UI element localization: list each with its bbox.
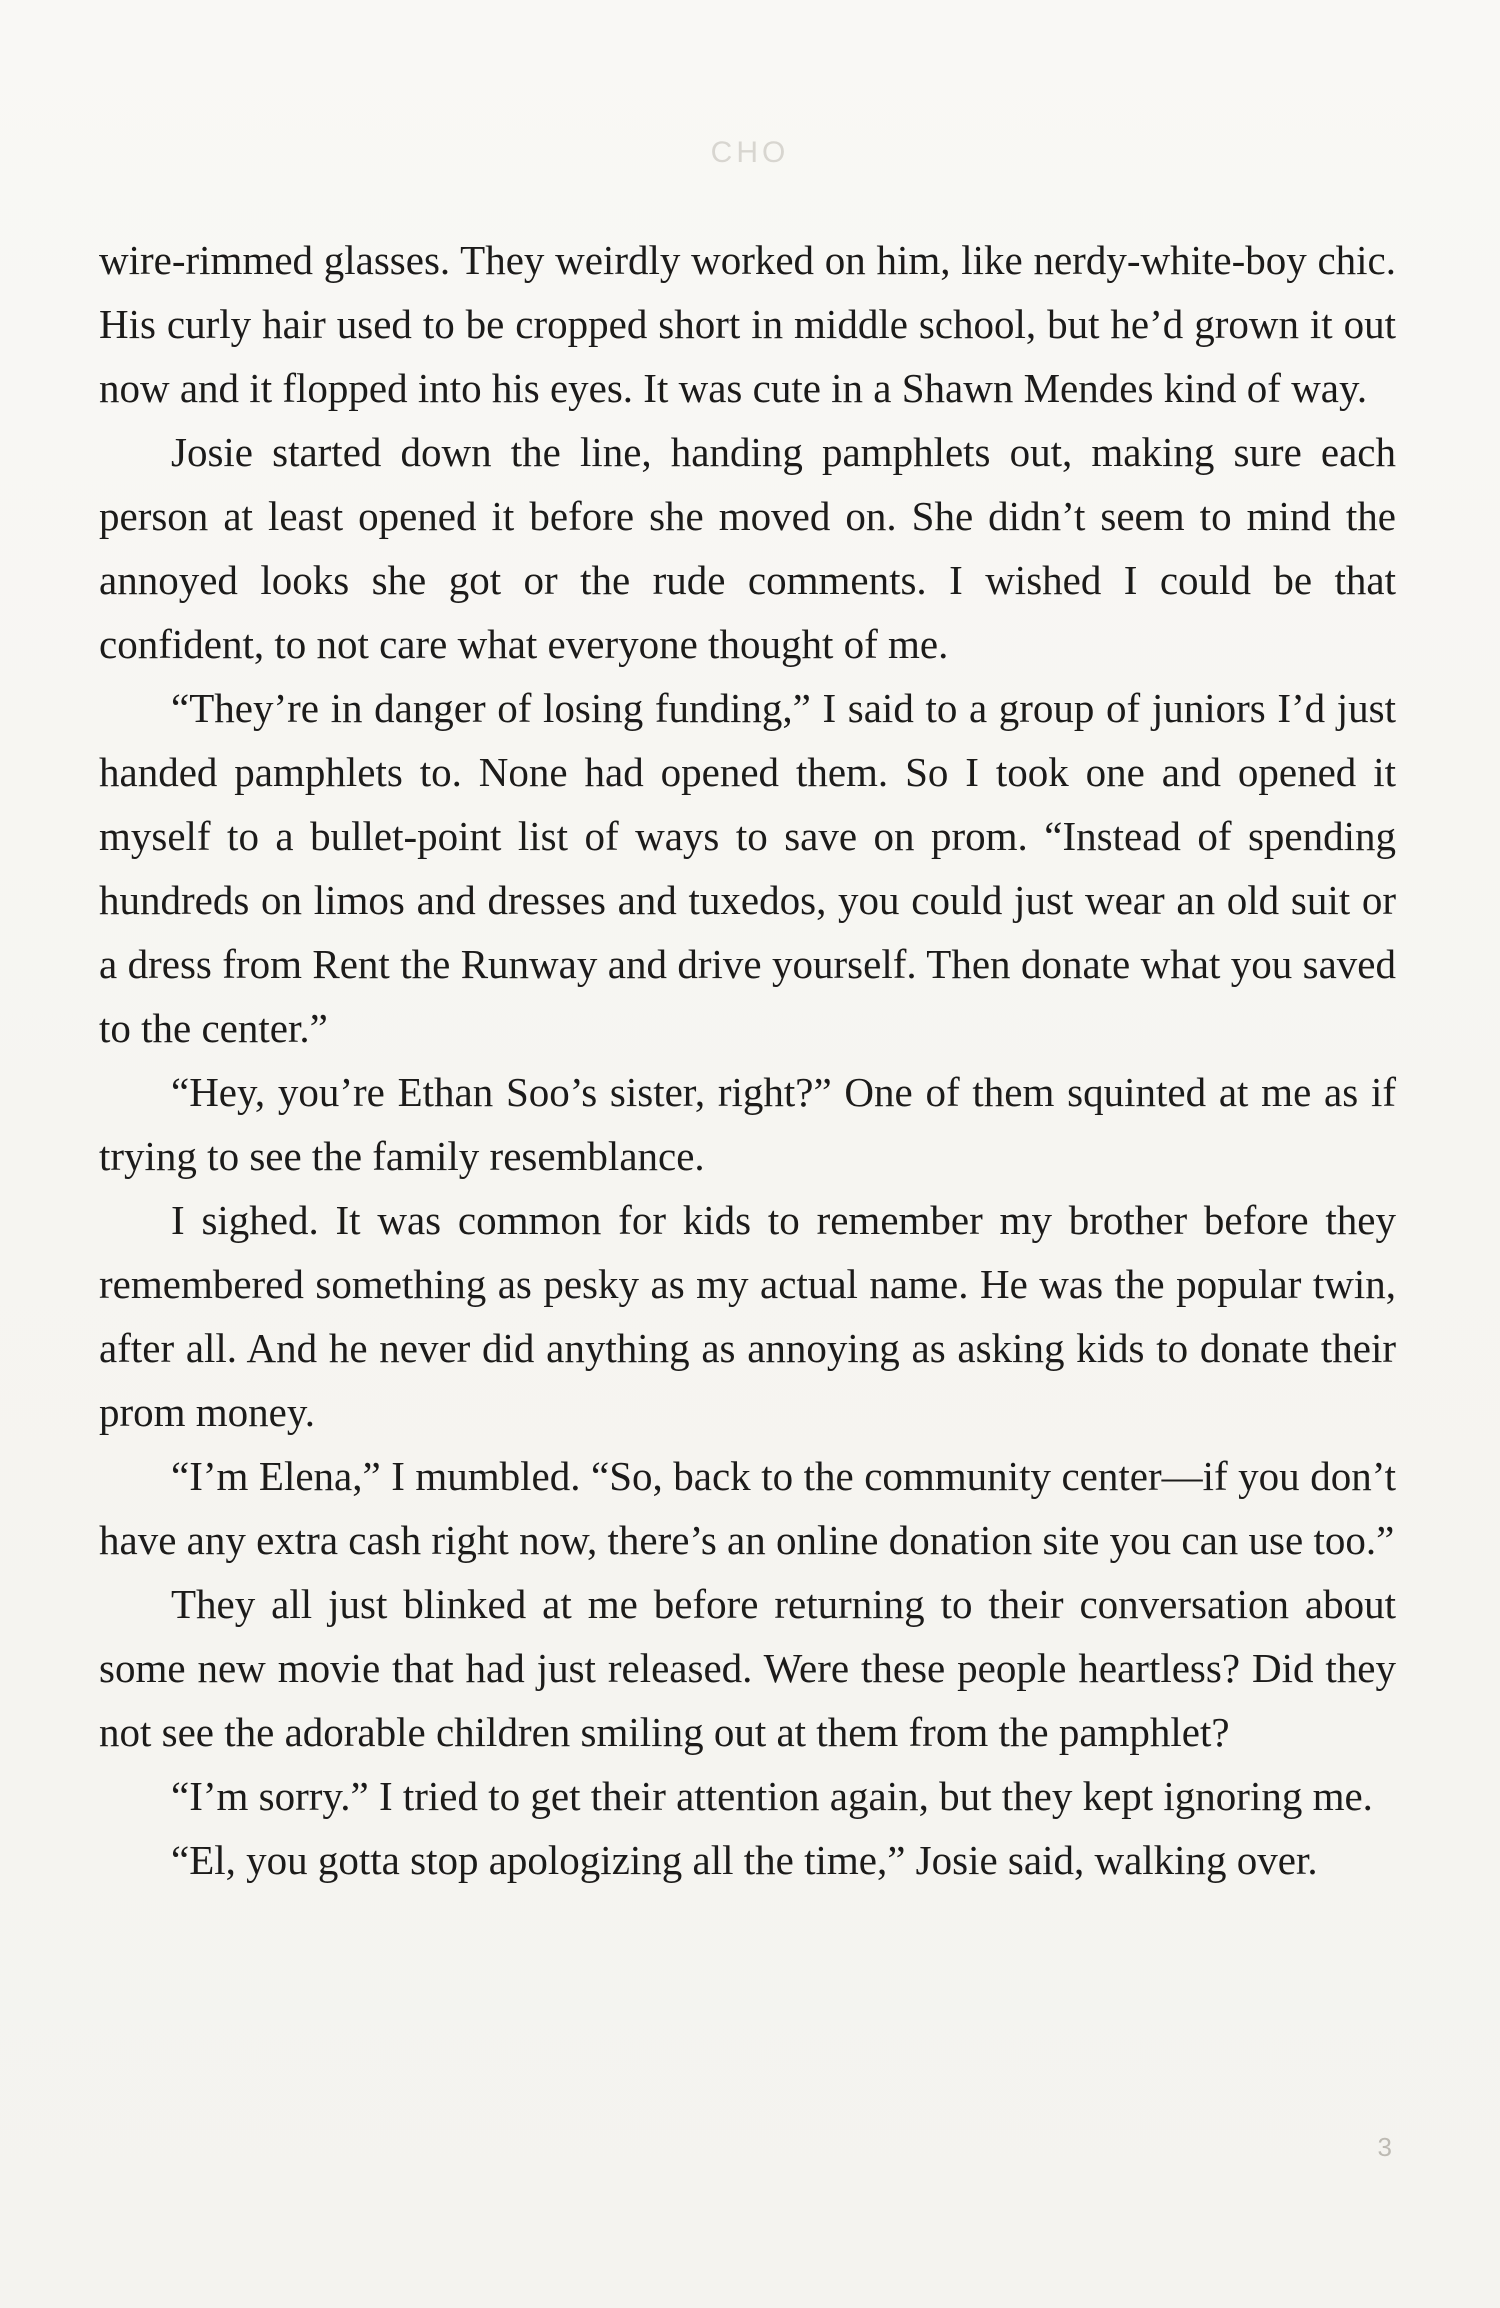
paragraph: “I’m sorry.” I tried to get their attention again, but they kept ignoring me. — [171, 1773, 1373, 1819]
running-head: CHO — [710, 136, 790, 169]
paragraph: “Hey, you’re Ethan Soo’s sister, right?” One of them squinted at me as if trying to see the family resemblance. — [99, 1069, 1396, 1179]
paragraph: “I’m Elena,” I mumbled. “So, back to the community center—if you don’t have any extra cash right now, there’s an online donation site you can use too.” — [99, 1453, 1396, 1563]
paragraph: wire-rimmed glasses. They weirdly worked on him, like nerdy-white-boy chic. His curly hair used to be cropped short in middle school, but he’d grown it out now and it flopped into his eyes. It was cute in a Shawn Mendes kind of way. — [99, 237, 1396, 411]
paragraph: “They’re in danger of losing funding,” I said to a group of juniors I’d just handed pamphlets to. None had opened them. So I took one and opened it myself to a bullet-point list of ways to save on prom. “Instead of spending hundreds on limos and dresses and tuxedos, you could just wear an old suit or a dress from Rent the Runway and drive yourself. Then donate what you saved to the center.” — [99, 685, 1396, 1051]
paragraph: “El, you gotta stop apologizing all the time,” Josie said, walking over. — [171, 1837, 1318, 1883]
paragraph: Josie started down the line, handing pamphlets out, making sure each person at least opened it before she moved on. She didn’t seem to mind the annoyed looks she got or the rude comments. I wished I could be that confident, to not care what everyone thought of me. — [99, 429, 1396, 667]
paragraph: They all just blinked at me before returning to their conversation about some new movie that had just released. Were these people heartless? Did they not see the adorable children smiling out at them from the pamphlet? — [99, 1581, 1396, 1755]
body-text — [99, 228, 1396, 1892]
page-number: 3 — [1377, 2132, 1392, 2162]
paragraph: I sighed. It was common for kids to remember my brother before they remembered something as pesky as my actual name. He was the popular twin, after all. And he never did anything as annoying as asking kids to donate their prom money. — [99, 1197, 1396, 1435]
